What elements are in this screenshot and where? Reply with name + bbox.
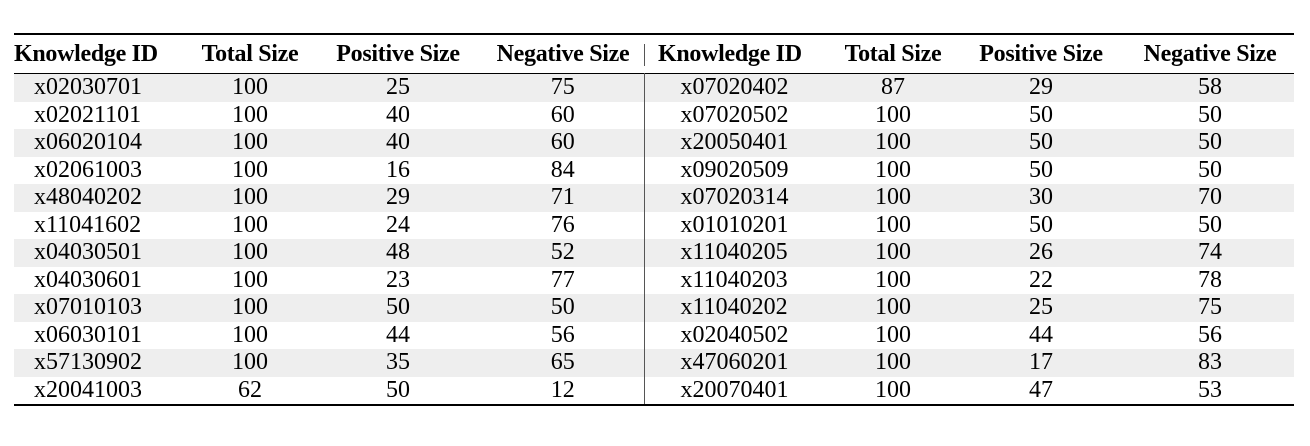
cell-knowledge-id-left: x57130902 (14, 349, 186, 377)
cell-total-size-right: 100 (875, 266, 911, 293)
cell-negative-size-left: 56 (550, 321, 575, 348)
cell-total-size-left: 100 (186, 349, 314, 377)
cell-positive-size-left: 25 (314, 74, 482, 102)
knowledge-size-table-container (14, 33, 1294, 406)
cell-knowledge-id-left: x02061003 (34, 156, 142, 183)
cell-positive-size-left: 16 (386, 156, 410, 183)
header-knowledge-id-right: Knowledge ID (644, 34, 830, 74)
cell-knowledge-id-left: x04030501 (14, 239, 186, 267)
cell-negative-size-left: 12 (550, 376, 575, 403)
header-total-size-right: Total Size (844, 40, 942, 67)
cell-negative-size-right: 50 (1198, 101, 1222, 128)
cell-knowledge-id-right: x11040205 (644, 239, 830, 267)
cell-negative-size-left: 60 (550, 101, 575, 128)
cell-total-size-left: 100 (232, 266, 268, 293)
cell-knowledge-id-right: x07020402 (644, 74, 830, 102)
cell-negative-size-right: 83 (1126, 349, 1294, 377)
table-row (14, 102, 1294, 130)
table-row (14, 377, 1294, 406)
cell-total-size-right: 100 (875, 211, 911, 238)
table-row (14, 184, 1294, 212)
cell-negative-size-right: 58 (1126, 74, 1294, 102)
cell-total-size-right: 100 (830, 184, 956, 212)
cell-negative-size-right: 74 (1126, 239, 1294, 267)
cell-negative-size-left: 75 (482, 74, 644, 102)
cell-negative-size-left: 84 (550, 156, 575, 183)
cell-total-size-right: 100 (830, 294, 956, 322)
cell-negative-size-right: 56 (1198, 321, 1222, 348)
table-body (14, 74, 1294, 406)
cell-knowledge-id-left: x11041602 (34, 211, 142, 238)
cell-knowledge-id-left: x04030601 (34, 266, 142, 293)
table-row (14, 349, 1294, 377)
cell-negative-size-left: 71 (482, 184, 644, 212)
cell-positive-size-left: 29 (314, 184, 482, 212)
cell-knowledge-id-left: x02021101 (34, 101, 142, 128)
cell-total-size-right: 100 (830, 239, 956, 267)
cell-knowledge-id-left: x06030101 (34, 321, 142, 348)
table-row (14, 239, 1294, 267)
cell-total-size-left: 100 (186, 129, 314, 157)
cell-positive-size-right: 30 (956, 184, 1126, 212)
cell-negative-size-left: 76 (550, 211, 575, 238)
header-positive-size-right: Positive Size (979, 40, 1103, 67)
cell-knowledge-id-left: x07010103 (14, 294, 186, 322)
cell-negative-size-right: 50 (1198, 156, 1222, 183)
cell-total-size-left: 100 (232, 211, 268, 238)
cell-total-size-right: 100 (830, 349, 956, 377)
cell-total-size-left: 100 (186, 239, 314, 267)
cell-knowledge-id-left: x02030701 (14, 74, 186, 102)
cell-positive-size-right: 26 (956, 239, 1126, 267)
cell-positive-size-right: 17 (956, 349, 1126, 377)
cell-negative-size-left: 77 (550, 266, 575, 293)
cell-positive-size-left: 48 (314, 239, 482, 267)
cell-negative-size-left: 50 (482, 294, 644, 322)
cell-negative-size-right: 70 (1126, 184, 1294, 212)
cell-knowledge-id-right: x20050401 (644, 129, 830, 157)
cell-total-size-right: 87 (830, 74, 956, 102)
cell-total-size-left: 100 (232, 101, 268, 128)
table-row (14, 157, 1294, 185)
cell-knowledge-id-right: x09020509 (644, 157, 830, 185)
cell-negative-size-left: 60 (482, 129, 644, 157)
cell-positive-size-right: 29 (956, 74, 1126, 102)
cell-total-size-right: 100 (875, 156, 911, 183)
cell-positive-size-right: 44 (1029, 321, 1053, 348)
cell-positive-size-left: 40 (314, 129, 482, 157)
cell-knowledge-id-right: x20070401 (644, 377, 830, 406)
cell-positive-size-left: 44 (386, 321, 410, 348)
cell-negative-size-left: 52 (482, 239, 644, 267)
cell-knowledge-id-right: x47060201 (644, 349, 830, 377)
cell-knowledge-id-left: x06020104 (14, 129, 186, 157)
cell-total-size-left: 100 (232, 156, 268, 183)
table-header-row (14, 34, 1294, 74)
cell-positive-size-left: 35 (314, 349, 482, 377)
cell-total-size-left: 62 (238, 376, 262, 403)
cell-positive-size-right: 50 (956, 129, 1126, 157)
table-row (14, 129, 1294, 157)
cell-positive-size-left: 40 (386, 101, 410, 128)
cell-positive-size-right: 50 (1029, 101, 1053, 128)
cell-positive-size-left: 24 (386, 211, 410, 238)
cell-positive-size-left: 50 (386, 376, 410, 403)
cell-positive-size-right: 22 (1029, 266, 1053, 293)
cell-negative-size-right: 50 (1126, 129, 1294, 157)
cell-total-size-right: 100 (875, 101, 911, 128)
header-negative-size-right: Negative Size (1143, 40, 1277, 67)
cell-positive-size-right: 50 (1029, 156, 1053, 183)
cell-total-size-right: 100 (875, 376, 911, 403)
cell-knowledge-id-right: x07020314 (644, 184, 830, 212)
cell-positive-size-right: 50 (1029, 211, 1053, 238)
table-row (14, 294, 1294, 322)
cell-negative-size-left: 65 (482, 349, 644, 377)
cell-negative-size-right: 50 (1198, 211, 1222, 238)
cell-total-size-right: 100 (875, 321, 911, 348)
cell-total-size-left: 100 (186, 184, 314, 212)
table-row (14, 322, 1294, 350)
cell-negative-size-right: 75 (1126, 294, 1294, 322)
knowledge-size-table (14, 33, 1294, 406)
cell-negative-size-right: 78 (1198, 266, 1222, 293)
cell-positive-size-left: 23 (386, 266, 410, 293)
cell-negative-size-right: 53 (1198, 376, 1222, 403)
header-positive-size-left: Positive Size (336, 40, 460, 67)
cell-positive-size-right: 25 (956, 294, 1126, 322)
table-row (14, 212, 1294, 240)
header-total-size-left: Total Size (201, 40, 299, 67)
cell-knowledge-id-right: x11040202 (644, 294, 830, 322)
cell-positive-size-right: 47 (1029, 376, 1053, 403)
cell-knowledge-id-right: x02040502 (644, 322, 830, 350)
table-row (14, 74, 1294, 102)
cell-knowledge-id-right: x11040203 (644, 267, 830, 295)
cell-knowledge-id-left: x20041003 (34, 376, 142, 403)
cell-positive-size-left: 50 (314, 294, 482, 322)
cell-total-size-right: 100 (830, 129, 956, 157)
table-row (14, 267, 1294, 295)
cell-knowledge-id-right: x01010201 (644, 212, 830, 240)
cell-total-size-left: 100 (232, 321, 268, 348)
cell-knowledge-id-left: x48040202 (14, 184, 186, 212)
cell-total-size-left: 100 (186, 294, 314, 322)
cell-knowledge-id-right: x07020502 (644, 102, 830, 130)
header-knowledge-id-left: Knowledge ID (14, 40, 158, 67)
header-negative-size-left: Negative Size (496, 40, 630, 67)
cell-total-size-left: 100 (186, 74, 314, 102)
